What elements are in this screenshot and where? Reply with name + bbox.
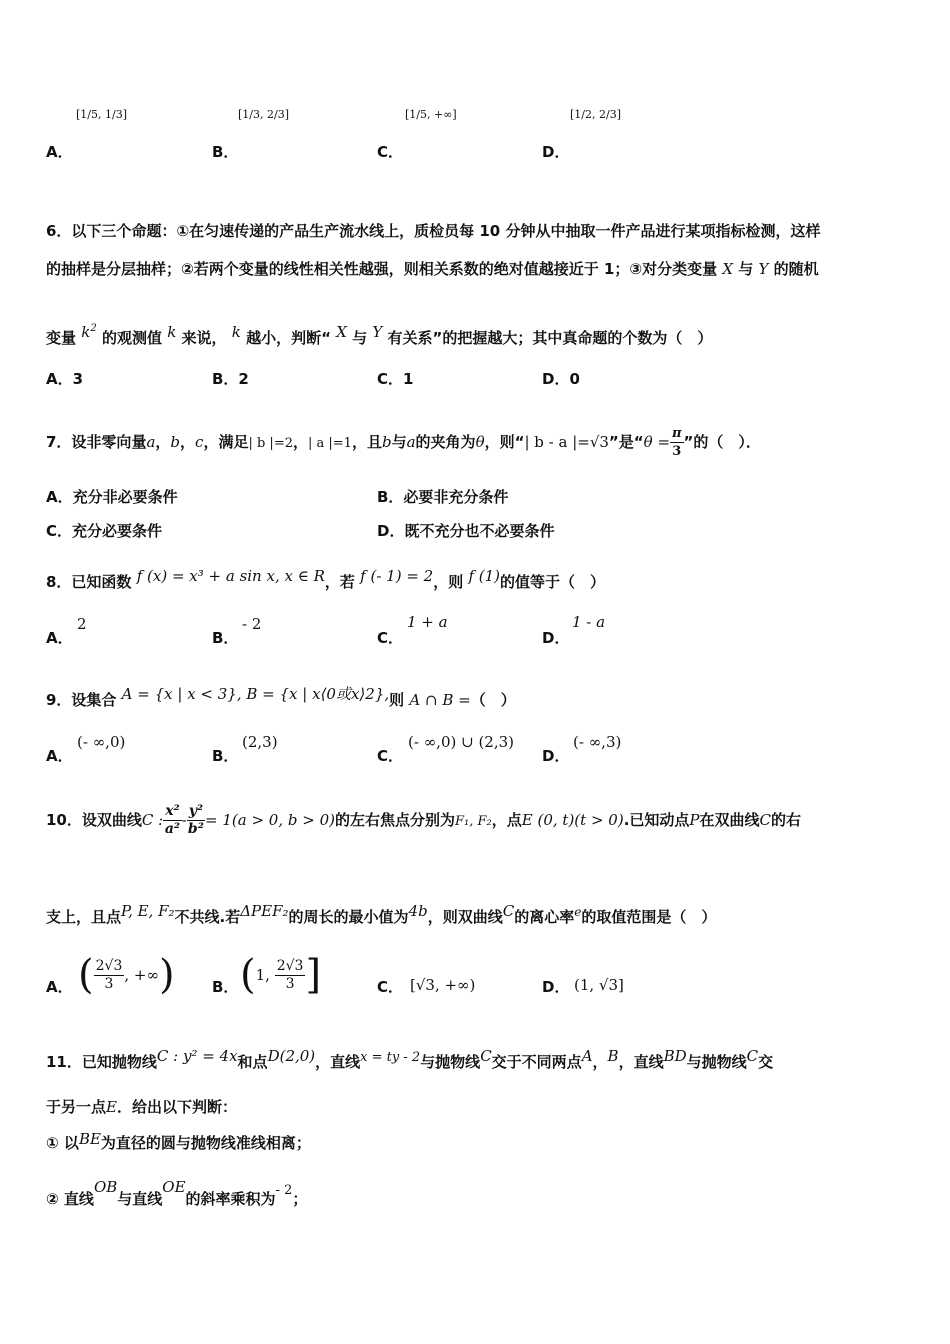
q7-vec-b: b bbox=[381, 433, 392, 451]
q9-option-c-math: (- ∞,0) ∪ (2,3) bbox=[408, 733, 515, 751]
q10-option-c-math: [√3, +∞) bbox=[410, 976, 476, 994]
q7-vec-a: a bbox=[146, 433, 156, 451]
q8-option-b-label: B． bbox=[212, 629, 239, 647]
q11-text: ．给出以下判断： bbox=[116, 1098, 237, 1116]
q11-judgment-1 bbox=[46, 1128, 311, 1154]
q8-option-c-math: 1 + a bbox=[407, 613, 448, 631]
q10-line-2 bbox=[46, 900, 716, 928]
q7-text: ，且 bbox=[351, 433, 382, 451]
q6-text: 与 bbox=[738, 260, 754, 278]
q10-frac-x: $\frac{\text{x²}}{\text{a²}}$ bbox=[164, 803, 181, 837]
q7-option-a: A．充分非必要条件 bbox=[46, 488, 178, 506]
q11-text: ，直线 bbox=[315, 1053, 361, 1071]
q5-option-a-math: [1/5, 1/3] bbox=[76, 108, 127, 121]
q11-text: ① 以 bbox=[46, 1134, 79, 1152]
q10-text: ，点 bbox=[491, 811, 522, 829]
q9-sets: A = {x | x < 3}, B = {x | x⟨0或x⟩2}, bbox=[121, 685, 390, 703]
q10-rest: = 1(a > 0, b > 0) bbox=[205, 811, 335, 829]
q10-foci: F₁, F₂ bbox=[455, 814, 492, 829]
q8-line-1 bbox=[46, 565, 605, 593]
q11-text: 和点 bbox=[237, 1053, 268, 1071]
q6-text: 越小，判断“ bbox=[246, 329, 331, 347]
q6-var-y: Y bbox=[758, 260, 769, 278]
q11-text: ， bbox=[592, 1053, 608, 1071]
q5-option-a-label: A． bbox=[46, 143, 73, 161]
q10-option-d-label: D． bbox=[542, 978, 570, 996]
q5-option-c-label: C． bbox=[377, 143, 404, 161]
q10-text: 支上，且点 bbox=[46, 908, 122, 926]
q5-option-b-math: [1/3, 2/3] bbox=[238, 108, 289, 121]
q9-option-b-label: B． bbox=[212, 747, 239, 765]
q10-text: 不共线.若 bbox=[174, 908, 241, 926]
q9-text: 9．设集合 bbox=[46, 691, 117, 709]
q6-text: 的抽样是分层抽样；②若两个变量的线性相关性越强，则相关系数的绝对值越接近于 1；③对分类变量 bbox=[46, 260, 718, 278]
q11-text: ，直线 bbox=[618, 1053, 664, 1071]
q10-option-b-math: (1, $\frac{2√3}{3}$ ] bbox=[240, 952, 322, 998]
q6-text: 的随机 bbox=[773, 260, 819, 278]
q8-cond: f (- 1) = 2 bbox=[360, 567, 434, 585]
q8-text: 8．已知函数 bbox=[46, 573, 132, 591]
q11-text: 11．已知抛物线 bbox=[46, 1053, 157, 1071]
q11-text: 与抛物线 bbox=[686, 1053, 747, 1071]
q6-k-squared: $k^2$ bbox=[81, 323, 97, 341]
q10-text: 的左右焦点分别为 bbox=[335, 811, 456, 829]
q10-eccentricity: e bbox=[574, 905, 582, 919]
q6-text: 变量 bbox=[46, 329, 77, 347]
q9-option-a-label: A． bbox=[46, 747, 73, 765]
q7-theta-eq: θ = bbox=[643, 433, 671, 451]
q11-text: 交 bbox=[758, 1053, 774, 1071]
q9-option-a-math: (- ∞,0) bbox=[77, 733, 126, 751]
q10-option-a-math: ( $\frac{2√3}{3}$ , +∞) bbox=[78, 952, 175, 998]
q6-text: 有关系”的把握越大；其中真命题的个数为（ ） bbox=[387, 329, 713, 347]
q10-text: 的周长的最小值为 bbox=[288, 908, 409, 926]
q11-point-d: D(2,0) bbox=[267, 1047, 316, 1065]
q7-text: ，则“ bbox=[484, 433, 525, 451]
q11-text: 的斜率乘积为 bbox=[185, 1190, 276, 1208]
q7-theta: θ bbox=[475, 433, 485, 451]
q7-cond-2: | a |=1 bbox=[308, 436, 352, 451]
q9-option-c-label: C． bbox=[377, 747, 404, 765]
q9-option-b-math: (2,3) bbox=[242, 733, 278, 751]
q9-line-1 bbox=[46, 683, 516, 711]
q7-text: ”的（ ）． bbox=[683, 433, 761, 451]
q6-option-a: A．3 bbox=[46, 370, 84, 388]
q8-option-d-math: 1 - a bbox=[572, 613, 606, 631]
q11-text: 与抛物线 bbox=[420, 1053, 481, 1071]
q8-text: ，则 bbox=[433, 573, 464, 591]
q6-line-2 bbox=[46, 258, 819, 280]
q6-text: 与 bbox=[352, 329, 368, 347]
q11-text: 交于不同两点 bbox=[491, 1053, 582, 1071]
q10-text: 的离心率 bbox=[514, 908, 575, 926]
q9-text: （ ） bbox=[470, 691, 516, 709]
q11-line-1 bbox=[46, 1045, 773, 1073]
q7-pi-over-3: $\frac{\pi}{3}$ bbox=[672, 426, 682, 459]
q10-text: 10．设双曲线 bbox=[46, 811, 142, 829]
q10-point-p: P bbox=[689, 811, 700, 829]
q7-option-c: C．充分必要条件 bbox=[46, 522, 163, 540]
q8-func: f (x) = x³ + a sin x, x ∈ R bbox=[136, 567, 325, 585]
q7-text: ，满足 bbox=[203, 433, 249, 451]
q11-line-ob: OB bbox=[93, 1178, 118, 1196]
q11-c: C bbox=[746, 1047, 759, 1065]
q10-text: 的右 bbox=[770, 811, 801, 829]
q8-option-a-math: 2 bbox=[77, 615, 87, 633]
q5-option-c-math: [1/5, +∞] bbox=[405, 108, 457, 121]
q11-point-a: A bbox=[581, 1047, 593, 1065]
q10-option-a-label: A． bbox=[46, 978, 73, 996]
q7-expr: | b - a |=√3 bbox=[524, 433, 609, 451]
q6-line-3 bbox=[46, 318, 712, 349]
q7-line-1 bbox=[46, 425, 761, 460]
q7-option-b: B．必要非充分条件 bbox=[377, 488, 509, 506]
q10-minus: - bbox=[181, 811, 187, 829]
q6-text: 来说， bbox=[181, 329, 227, 347]
q9-option-d-math: (- ∞,3) bbox=[573, 733, 622, 751]
q6-line-1: 6．以下三个命题：①在匀速传递的产品生产流水线上，质检员每 10 分钟从中抽取一件产品进行某项指标检测，这样 bbox=[46, 222, 821, 240]
q10-points: P, E, F₂ bbox=[121, 902, 175, 920]
q7-cond-1: | b |=2 bbox=[248, 436, 293, 451]
q11-line-bd: BD bbox=[663, 1047, 687, 1065]
q7-text: ， bbox=[292, 433, 308, 451]
q11-text: 于另一点 bbox=[46, 1098, 107, 1116]
q6-text: 的观测值 bbox=[101, 329, 162, 347]
q10-triangle: ΔPEF₂ bbox=[240, 902, 289, 920]
q10-c-label: C : bbox=[141, 811, 164, 829]
q5-option-b-label: B． bbox=[212, 143, 239, 161]
q7-text: 的夹角为 bbox=[415, 433, 476, 451]
q7-text: 与 bbox=[391, 433, 407, 451]
q11-text: 为直径的圆与抛物线准线相离； bbox=[100, 1134, 311, 1152]
q10-text: 在双曲线 bbox=[699, 811, 760, 829]
q10-line-1 bbox=[46, 803, 801, 843]
q9-text: 则 bbox=[389, 691, 405, 709]
q6-var-k: k bbox=[231, 323, 241, 341]
q11-text: 与直线 bbox=[117, 1190, 163, 1208]
q10-text: 的取值范围是（ ） bbox=[581, 908, 717, 926]
q6-option-b: B．2 bbox=[212, 370, 249, 388]
q7-text: ”是“ bbox=[608, 433, 644, 451]
q8-option-d-label: D． bbox=[542, 629, 570, 647]
q6-var-k: k bbox=[167, 323, 177, 341]
q7-text: 7．设非零向量 bbox=[46, 433, 147, 451]
q7-vec-c: c bbox=[195, 433, 204, 451]
q7-vec-a: a bbox=[406, 433, 416, 451]
q10-text: ，则双曲线 bbox=[427, 908, 503, 926]
q11-parabola: C : y² = 4x bbox=[156, 1047, 238, 1065]
q10-option-d-math: (1, √3] bbox=[574, 976, 624, 994]
q10-min-value: 4b bbox=[408, 902, 428, 920]
q8-text: ，若 bbox=[324, 573, 355, 591]
q7-text: ， bbox=[155, 433, 171, 451]
q11-text: ② 直线 bbox=[46, 1190, 94, 1208]
q8-option-b-math: - 2 bbox=[242, 615, 262, 633]
q11-line-eq: x = ty - 2 bbox=[360, 1050, 421, 1065]
q7-vec-b: b bbox=[170, 433, 181, 451]
q11-judgment-2 bbox=[46, 1176, 307, 1210]
q6-option-c: C．1 bbox=[377, 370, 414, 388]
q10-text: .已知动点 bbox=[623, 811, 690, 829]
q9-option-d-label: D． bbox=[542, 747, 570, 765]
q10-point-e: E (0, t)(t > 0) bbox=[521, 811, 624, 829]
q11-c: C bbox=[480, 1047, 492, 1065]
q8-option-c-label: C． bbox=[377, 629, 404, 647]
q8-target: f (1) bbox=[468, 567, 501, 585]
q10-c: C bbox=[759, 811, 771, 829]
q11-point-e: E bbox=[106, 1098, 117, 1116]
q10-option-b-label: B． bbox=[212, 978, 239, 996]
q11-line-oe: OE bbox=[162, 1178, 186, 1196]
q7-text: ， bbox=[180, 433, 196, 451]
q5-option-d-label: D． bbox=[542, 143, 570, 161]
q10-option-c-label: C． bbox=[377, 978, 404, 996]
q7-option-d: D．既不充分也不必要条件 bbox=[377, 522, 555, 540]
q11-text: ； bbox=[292, 1190, 308, 1208]
q8-option-a-label: A． bbox=[46, 629, 73, 647]
q9-expr: A ∩ B = bbox=[409, 691, 471, 709]
q10-frac-y: $\frac{\text{y²}}{\text{b²}}$ bbox=[187, 803, 204, 837]
q8-text: 的值等于（ ） bbox=[500, 573, 606, 591]
q6-var-x: X bbox=[336, 323, 347, 341]
q6-var-y: Y bbox=[372, 323, 383, 341]
q11-line-2 bbox=[46, 1096, 237, 1118]
q11-point-b: B bbox=[607, 1047, 619, 1065]
q11-segment-be: BE bbox=[78, 1130, 101, 1148]
q6-option-d: D．0 bbox=[542, 370, 580, 388]
q6-var-x: X bbox=[722, 260, 733, 278]
q10-c: C bbox=[502, 902, 515, 920]
q11-product-value: - 2 bbox=[275, 1183, 293, 1198]
q5-option-d-math: [1/2, 2/3] bbox=[570, 108, 621, 121]
